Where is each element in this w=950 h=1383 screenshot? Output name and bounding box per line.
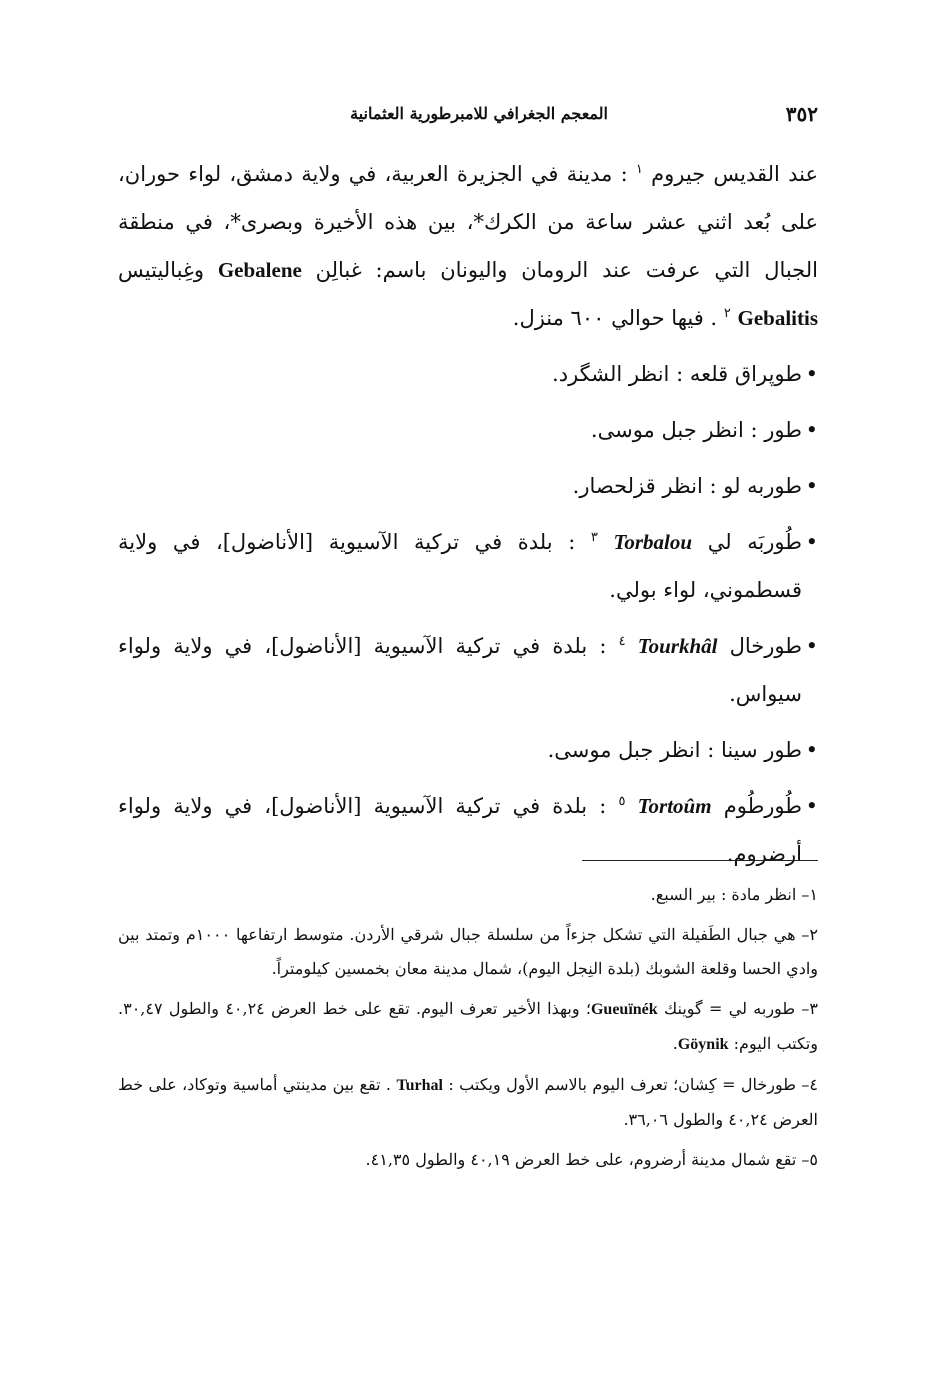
entry-text: طور سينا : انظر جبل موسى. — [547, 738, 802, 762]
running-title: المعجم الجغرافي للامبرطورية العثمانية — [350, 104, 608, 123]
entry-text: طوپراق قلعه : انظر الشگرد. — [552, 362, 802, 386]
entry-torbalou — [118, 518, 818, 614]
footnotes — [118, 878, 818, 1183]
footnote-3 — [118, 992, 818, 1062]
entry-text: طوربه لو : انظر قزلحصار. — [572, 474, 802, 498]
intro-paragraph — [118, 150, 818, 342]
intro-line1-rest: : مدينة في الجزيرة العربية، في ولاية دمشق، لواء حوران، — [118, 162, 628, 186]
footnote-3-text-c: . — [672, 1034, 678, 1053]
footnote-2 — [118, 918, 818, 986]
bullet-icon: • — [805, 794, 818, 818]
bullet-icon: • — [805, 362, 818, 386]
entry-tourkhal — [118, 622, 818, 718]
latin-term-tourkhal: Tourkhâl — [637, 634, 718, 658]
bullet-icon: • — [805, 474, 818, 498]
footnote-ref-4: ٤ — [618, 634, 626, 649]
footnote-5-text: ٥– تقع شمال مدينة أرضروم، على خط العرض ٤٠,١٩ والطول ٤١,٣٥. — [365, 1150, 818, 1169]
bullet-icon: • — [805, 418, 818, 442]
footnote-ref-3: ٣ — [590, 530, 598, 545]
intro-line3-rest: وغِباليتيس — [118, 258, 205, 282]
footnote-4-text-a: ٤– طورخال = كِشان؛ تعرف اليوم بالاسم الأول ويكتب : — [448, 1075, 818, 1094]
latin-term-gebalene: Gebalene — [217, 258, 302, 282]
entry-rest: : بلدة في تركية الآسيوية [الأناضول]، في ولاية ولواء سيواس. — [118, 634, 802, 706]
footnote-ref-1: ١ — [635, 162, 643, 177]
entry-rest: : بلدة في تركية الآسيوية [الأناضول]، في ولاية ولواء أرضروم. — [118, 794, 802, 866]
latin-term-goynik: Göynik — [677, 1036, 729, 1053]
bullet-icon: • — [805, 530, 818, 554]
entry-head: طُورطُوم — [723, 794, 802, 818]
intro-line3: الجبال التي عرفت عند الرومان واليونان باسم: غبالِن — [315, 258, 818, 282]
document-page — [118, 96, 818, 1276]
footnote-ref-2: ٢ — [723, 306, 731, 321]
intro-line2: على بُعد اثني عشر ساعة من الكرك*، بين هذه الأخيرة وبصرى*، في منطقة — [118, 210, 818, 234]
entry-toprak-kale — [118, 350, 818, 398]
footnote-divider — [582, 860, 818, 861]
footnote-1-text: ١– انظر مادة : بير السبع. — [650, 885, 818, 904]
footnote-2-text: ٢– هي جبال الطَفيلة التي تشكل جزءاً من سلسلة جبال شرقي الأردن. متوسط ارتفاعها ١٠٠٠م وتمتد بين وادي الحسا وقلعة الشوبك (بلدة النِجل اليوم)، شمال مدينة معان بخمسين كيلومتراً. — [118, 925, 819, 978]
footnote-3-text-a: ٣– طوربه لي = گوينك — [664, 999, 818, 1018]
entry-tur-sina — [118, 726, 818, 774]
footnote-4 — [118, 1068, 818, 1137]
entry-rest: : بلدة في تركية الآسيوية [الأناضول]، في ولاية قسطموني، لواء بولي. — [118, 530, 802, 602]
page-header — [118, 96, 818, 136]
footnote-3-text-b: ؛ وبهذا الأخير تعرف اليوم. تقع على خط العرض ٤٠,٢٤ والطول ٣٠,٤٧. وتكتب اليوم: — [118, 999, 818, 1053]
entry-turbeh-lu — [118, 462, 818, 510]
entry-head: طورخال — [729, 634, 802, 658]
entry-tur — [118, 406, 818, 454]
footnote-5 — [118, 1143, 818, 1177]
entry-head: طُوربَه لي — [707, 530, 802, 554]
footnote-1 — [118, 878, 818, 912]
intro-line4: . فيها حوالي ٦٠٠ منزل. — [512, 306, 718, 330]
intro-line1: عند القديس جيروم — [651, 162, 818, 186]
footnote-4-text-b: . تقع بين مدينتي أماسية وتوكاد، على خط العرض ٤٠,٢٤ والطول ٣٦,٠٦. — [118, 1075, 818, 1129]
bullet-icon: • — [805, 634, 818, 658]
latin-term-turhal: Turhal — [396, 1077, 443, 1094]
footnote-ref-5: ٥ — [618, 794, 626, 809]
entry-tortoum — [118, 782, 818, 878]
latin-term-tortoum: Tortoûm — [637, 794, 712, 818]
bullet-icon: • — [805, 738, 818, 762]
latin-term-torbalou: Torbalou — [613, 530, 693, 554]
page-number: ٣٥٢ — [785, 102, 818, 126]
main-text — [118, 150, 818, 878]
latin-term-gebalitis: Gebalitis — [737, 306, 818, 330]
entry-text: طور : انظر جبل موسى. — [590, 418, 802, 442]
latin-term-gueuinek: Gueuïnék — [590, 1001, 658, 1018]
